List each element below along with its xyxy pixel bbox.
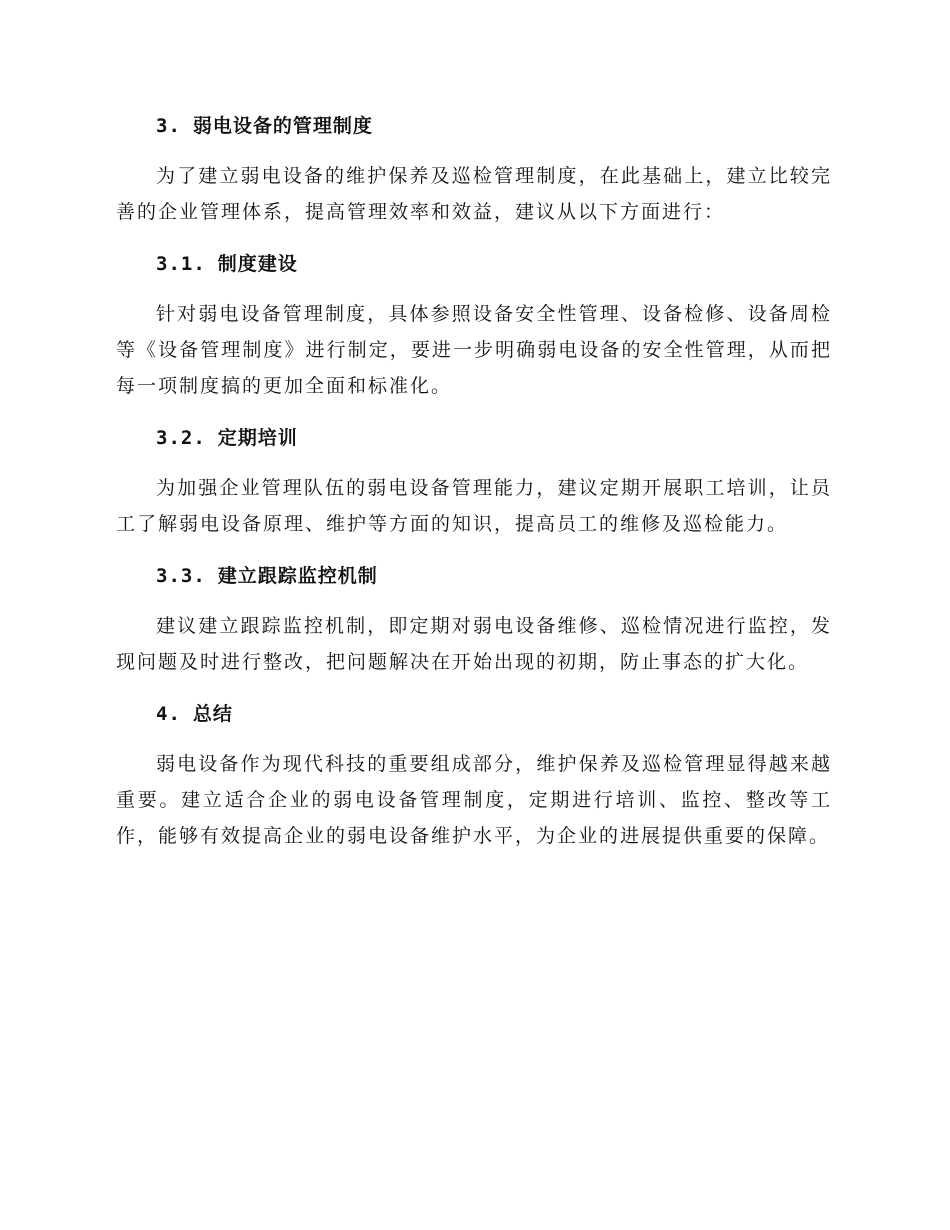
section-title: 定期培训 [217, 427, 298, 449]
section-heading-3-3 [116, 556, 832, 596]
section-number: 3.1. [156, 253, 206, 275]
section-title: 总结 [192, 703, 233, 725]
section-paragraph: 针对弱电设备管理制度，具体参照设备安全性管理、设备检修、设备周检等《设备管理制度》进行制定，要进一步明确弱电设备的安全性管理，从而把每一项制度搞的更加全面和标准化。 [116, 303, 832, 397]
section-number: 3. [156, 115, 181, 137]
section-paragraph: 弱电设备作为现代科技的重要组成部分，维护保养及巡检管理显得越来越重要。建立适合企业的弱电设备管理制度，定期进行培训、监控、整改等工作，能够有效提高企业的弱电设备维护水平，为企业的进展提供重要的保障。 [116, 753, 832, 847]
section-title: 制度建设 [217, 253, 298, 275]
section-paragraph: 为了建立弱电设备的维护保养及巡检管理制度，在此基础上，建立比较完善的企业管理体系，提高管理效率和效益，建议从以下方面进行： [116, 165, 832, 223]
section-title: 弱电设备的管理制度 [192, 115, 373, 137]
section-heading-3 [116, 106, 832, 146]
section-paragraph: 为加强企业管理队伍的弱电设备管理能力，建议定期开展职工培训，让员工了解弱电设备原理、维护等方面的知识，提高员工的维修及巡检能力。 [116, 477, 832, 535]
section-paragraph: 建议建立跟踪监控机制，即定期对弱电设备维修、巡检情况进行监控，发现问题及时进行整改，把问题解决在开始出现的初期，防止事态的扩大化。 [116, 615, 832, 673]
section-title: 建立跟踪监控机制 [217, 565, 378, 587]
section-heading-3-1 [116, 244, 832, 284]
section-number: 3.3. [156, 565, 206, 587]
section-heading-4 [116, 694, 832, 734]
section-heading-3-2 [116, 418, 832, 458]
section-number: 4. [156, 703, 181, 725]
document-body [116, 106, 832, 868]
section-number: 3.2. [156, 427, 206, 449]
